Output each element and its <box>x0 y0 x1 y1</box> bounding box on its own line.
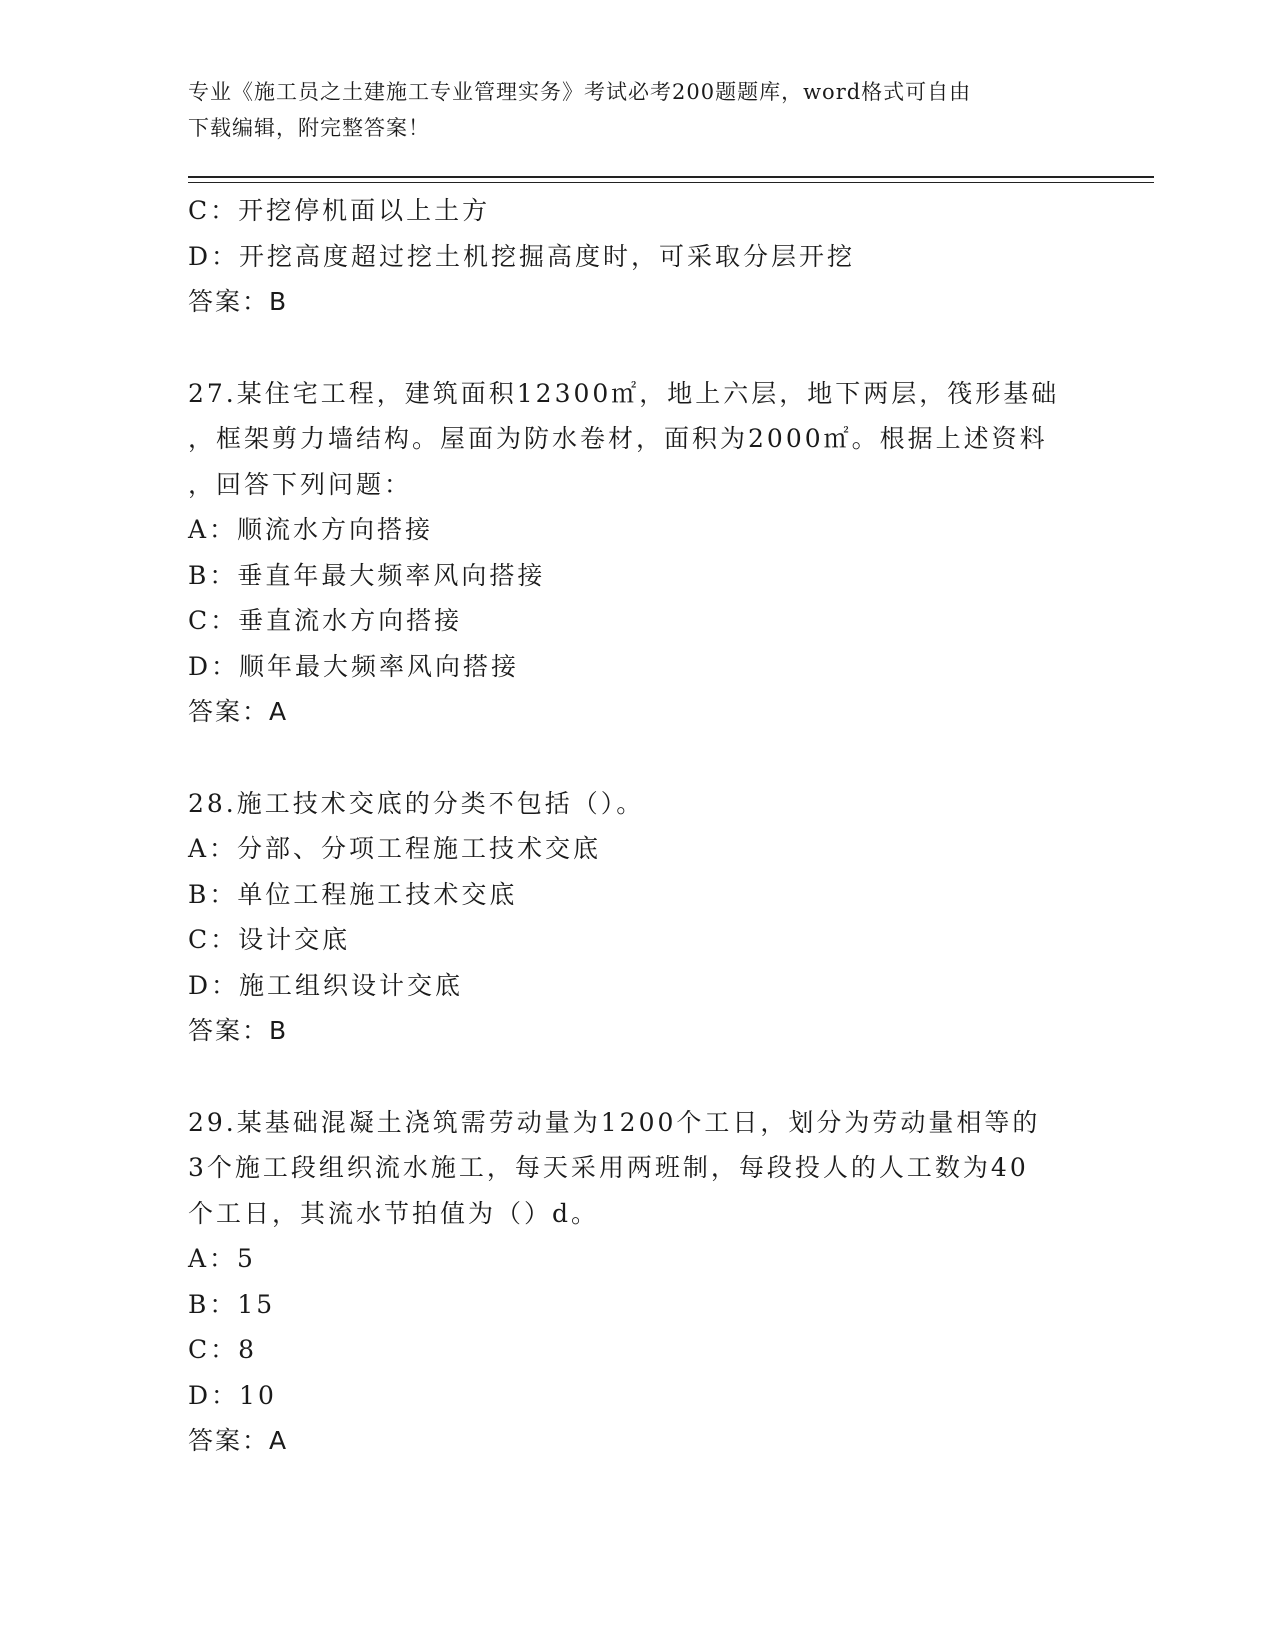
question-text <box>188 781 1088 827</box>
continued-question <box>188 188 1088 325</box>
answer-line: 答案：A <box>188 1426 289 1455</box>
question-line: ，框架剪力墙结构。屋面为防水卷材，面积为2000㎡。根据上述资料 <box>188 424 1048 453</box>
option-d: D：施工组织设计交底 <box>188 970 464 1000</box>
option-c: C：8 <box>188 1335 258 1364</box>
question-line: 29.某基础混凝土浇筑需劳动量为1200个工日，划分为劳动量相等的 <box>188 1107 1041 1137</box>
option-a: A：顺流水方向搭接 <box>188 515 434 544</box>
question-line: 27.某住宅工程，建筑面积12300㎡，地上六层，地下两层，筏形基础 <box>188 378 1060 408</box>
answer-line: 答案：B <box>188 1016 289 1045</box>
question-line: 个工日，其流水节拍值为（）d。 <box>188 1198 600 1228</box>
option-c: C：设计交底 <box>188 925 351 954</box>
answer-line: 答案：B <box>188 287 289 316</box>
header-line-1: 专业《施工员之土建施工专业管理实务》考试必考200题题库，word格式可自由 <box>188 80 972 104</box>
question-list <box>188 188 1088 1464</box>
option-d: D：10 <box>188 1380 277 1410</box>
spacer <box>188 1054 1088 1100</box>
header-divider-thin <box>188 182 1154 183</box>
question-line: 3个施工段组织流水施工，每天采用两班制，每段投人的人工数为40 <box>188 1153 1029 1182</box>
question-27 <box>188 371 1088 735</box>
spacer <box>188 735 1088 781</box>
option-b: B：垂直年最大频率风向搭接 <box>188 560 546 590</box>
option-c: C：开挖停机面以上土方 <box>188 196 491 225</box>
question-line: 28.施工技术交底的分类不包括（）。 <box>188 788 645 818</box>
answer-line: 答案：A <box>188 697 289 726</box>
option-c: C：垂直流水方向搭接 <box>188 606 463 635</box>
option-d: D：开挖高度超过挖土机挖掘高度时，可采取分层开挖 <box>188 241 856 271</box>
spacer <box>188 325 1088 371</box>
option-a: A：分部、分项工程施工技术交底 <box>188 834 602 863</box>
question-29 <box>188 1100 1088 1464</box>
option-d: D：顺年最大频率风向搭接 <box>188 651 520 681</box>
option-b: B：15 <box>188 1289 276 1319</box>
header-divider-thick <box>188 176 1154 178</box>
question-text <box>188 371 1088 508</box>
option-a: A：5 <box>188 1244 256 1273</box>
document-header <box>188 74 1068 146</box>
question-line: ，回答下列问题： <box>188 469 413 499</box>
header-line-2: 下载编辑，附完整答案！ <box>188 116 430 140</box>
option-b: B：单位工程施工技术交底 <box>188 879 518 909</box>
question-28 <box>188 781 1088 1054</box>
question-text <box>188 1100 1088 1237</box>
